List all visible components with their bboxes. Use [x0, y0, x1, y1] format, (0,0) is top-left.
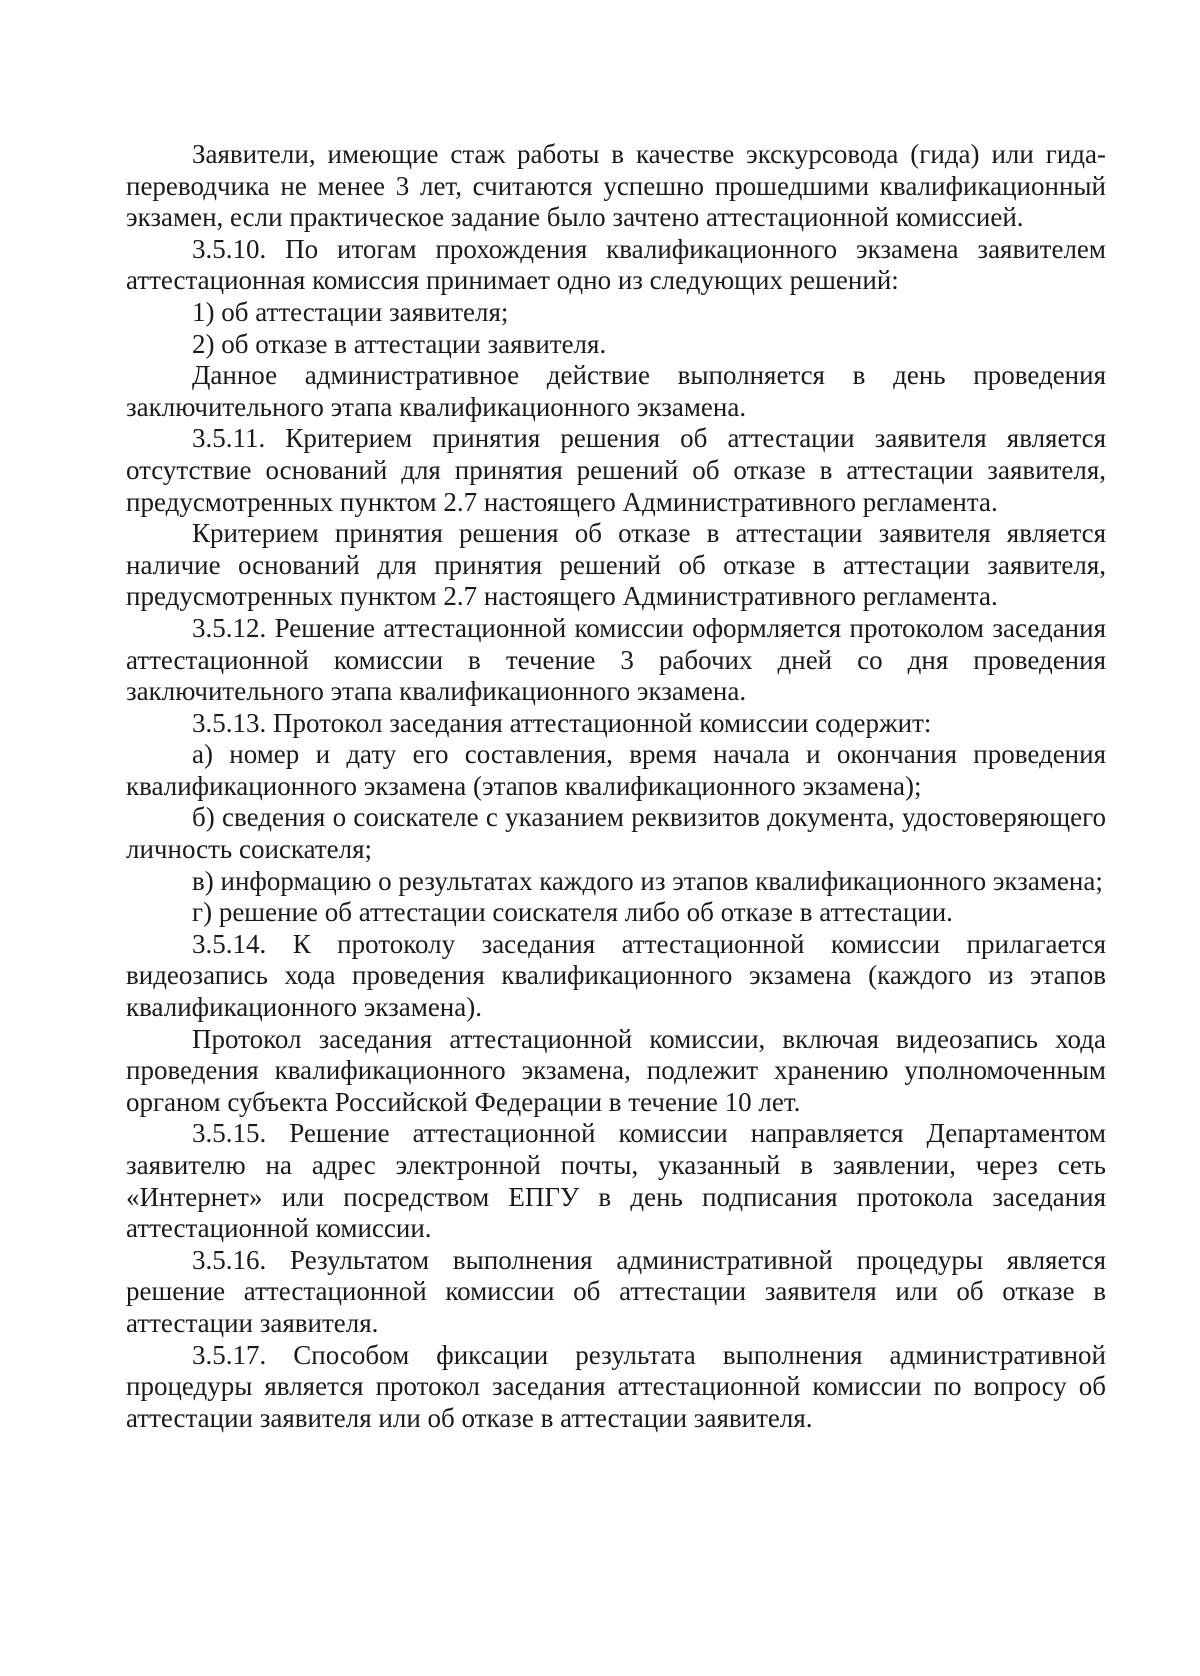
paragraph-3-5-15: 3.5.15. Решение аттестационной комиссии направляется Департаментом заявителю на адрес электронной почты, указанный в заявлении, через сеть «Интернет» или посредством ЕПГУ в день подписания протокола заседания аттестационной комиссии. [126, 1118, 1106, 1244]
list-item-protocol-c: в) информацию о результатах каждого из этапов квалификационного экзамена; [192, 865, 1103, 896]
paragraph-3-5-17: 3.5.17. Способом фиксации результата выполнения административной процедуры является протокол заседания аттестационной комиссии по вопросу об аттестации заявителя или об отказе в аттестации заявителя. [126, 1339, 1106, 1433]
paragraph-3-5-14: 3.5.14. К протоколу заседания аттестационной комиссии прилагается видеозапись хода проведения квалификационного экзамена (каждого из этапов квалификационного экзамена). [126, 928, 1106, 1023]
list-item-decision-1: 1) об аттестации заявителя; [192, 296, 509, 327]
paragraph-3-5-11: 3.5.11. Критерием принятия решения об аттестации заявителя является отсутствие оснований для принятия решений об отказе в аттестации заявителя, предусмотренных пунктом 2.7 настоящего Административного регламента. [126, 423, 1106, 517]
paragraph-applicants-experience: Заявители, имеющие стаж работы в качестве экскурсовода (гида) или гида-переводчика не менее 3 лет, считаются успешно прошедшими квалификационный экзамен, если практическое задание было зачтено аттестационной комиссией. [126, 139, 1106, 233]
list-item-protocol-a: а) номер и дату его составления, время начала и окончания проведения квалификационного экзамена (этапов квалификационного экзамена); [126, 739, 1106, 801]
paragraph-3-5-12: 3.5.12. Решение аттестационной комиссии оформляется протоколом заседания аттестационной комиссии в течение 3 рабочих дней со дня проведения заключительного этапа квалификационного экзамена. [126, 612, 1106, 707]
paragraph-refusal-criterion: Критерием принятия решения об отказе в аттестации заявителя является наличие оснований для принятия решений об отказе в аттестации заявителя, предусмотренных пунктом 2.7 настоящего Административного регламента. [126, 518, 1106, 612]
list-item-protocol-d: г) решение об аттестации соискателя либо об отказе в аттестации. [192, 897, 953, 928]
paragraph-3-5-16: 3.5.16. Результатом выполнения административной процедуры является решение аттестационной комиссии об аттестации заявителя или об отказе в аттестации заявителя. [126, 1244, 1106, 1338]
paragraph-admin-action: Данное административное действие выполняется в день проведения заключительного этапа квалификационного экзамена. [126, 360, 1106, 422]
paragraph-3-5-10: 3.5.10. По итогам прохождения квалификационного экзамена заявителем аттестационная комиссия принимает одно из следующих решений: [126, 233, 1106, 296]
list-item-protocol-b: б) сведения о соискателе с указанием реквизитов документа, удостоверяющего личность соискателя; [126, 802, 1106, 865]
document-body [126, 139, 1106, 1434]
list-item-decision-2: 2) об отказе в аттестации заявителя. [192, 328, 607, 359]
paragraph-protocol-storage: Протокол заседания аттестационной комиссии, включая видеозапись хода проведения квалификационного экзамена, подлежит хранению уполномоченным органом субъекта Российской Федерации в течение 10 лет. [126, 1023, 1106, 1117]
paragraph-3-5-13: 3.5.13. Протокол заседания аттестационной комиссии содержит: [192, 707, 932, 738]
